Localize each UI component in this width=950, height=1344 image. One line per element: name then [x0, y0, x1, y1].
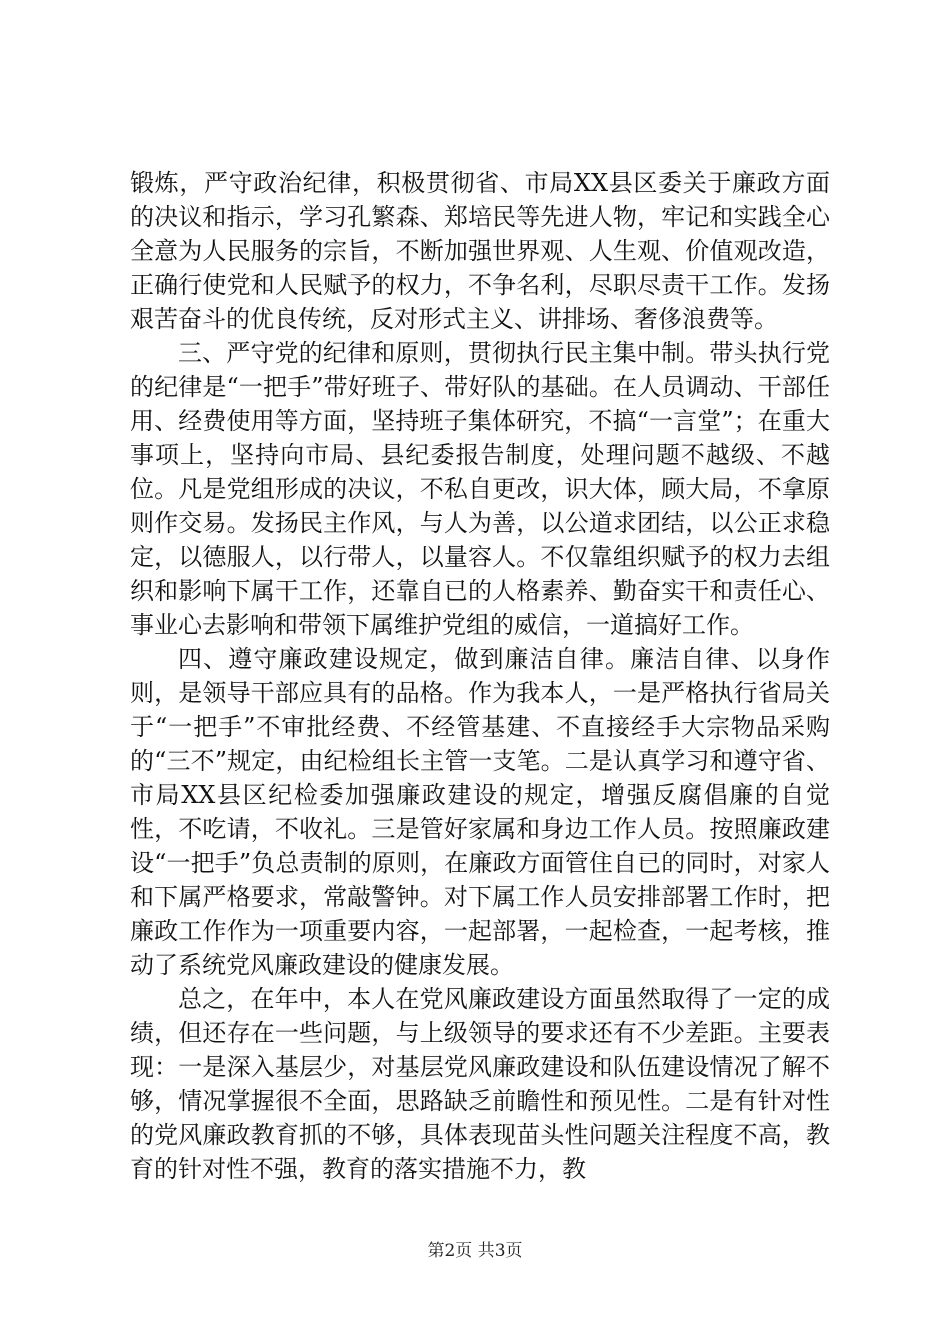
page-number-footer: 第2页 共3页: [427, 1241, 523, 1261]
paragraph-section-four: 四、遵守廉政建设规定，做到廉洁自律。廉洁自律、以身作则，是领导干部应具有的品格。作为我本人，一是严格执行省局关于“一把手”不审批经费、不经管基建、不直接经手大宗物品采购的“三不”规定，由纪检组长主管一支笔。二是认真学习和遵守省、市局XX县区纪检委加强廉政建设的规定，增强反腐倡廉的自觉性，不吃请，不收礼。三是管好家属和身边工作人员。按照廉政建设“一把手”负总责制的原则，在廉政方面管住自已的同时，对家人和下属严格要求，常敲警钟。对下属工作人员安排部署工作时，把廉政工作作为一项重要内容，一起部署，一起检查，一起考核，推动了系统党风廉政建设的健康发展。: [130, 645, 830, 979]
paragraph-continuation: 锻炼，严守政治纪律，积极贯彻省、市局XX县区委关于廉政方面的决议和指示，学习孔繁森、郑培民等先进人物，牢记和实践全心全意为人民服务的宗旨，不断加强世界观、人生观、价值观改造，正确行使党和人民赋予的权力，不争名利，尽职尽责干工作。发扬艰苦奋斗的优良传统，反对形式主义、讲排场、奢侈浪费等。: [130, 169, 830, 333]
paragraph-section-three: 三、严守党的纪律和原则，贯彻执行民主集中制。带头执行党的纪律是“一把手”带好班子、带好队的基础。在人员调动、干部任用、经费使用等方面，坚持班子集体研究，不搞“一言堂”；在重大事项上，坚持向市局、县纪委报告制度，处理问题不越级、不越位。凡是党组形成的决议，不私自更改，识大体，顾大局，不拿原则作交易。发扬民主作风，与人为善，以公道求团结，以公正求稳定，以德服人，以行带人，以量容人。不仅靠组织赋予的权力去组织和影响下属干工作，还靠自已的人格素养、勤奋实干和责任心、事业心去影响和带领下属维护党组的威信，一道搞好工作。: [130, 339, 830, 639]
document-body: [130, 166, 830, 1186]
paragraph-summary: 总之，在年中，本人在党风廉政建设方面虽然取得了一定的成绩，但还存在一些问题，与上级领导的要求还有不少差距。主要表现：一是深入基层少，对基层党风廉政建设和队伍建设情况了解不够，情况掌握很不全面，思路缺乏前瞻性和预见性。二是有针对性的党风廉政教育抓的不够，具体表现苗头性问题关注程度不高，教育的针对性不强，教育的落实措施不力，教: [130, 985, 830, 1183]
